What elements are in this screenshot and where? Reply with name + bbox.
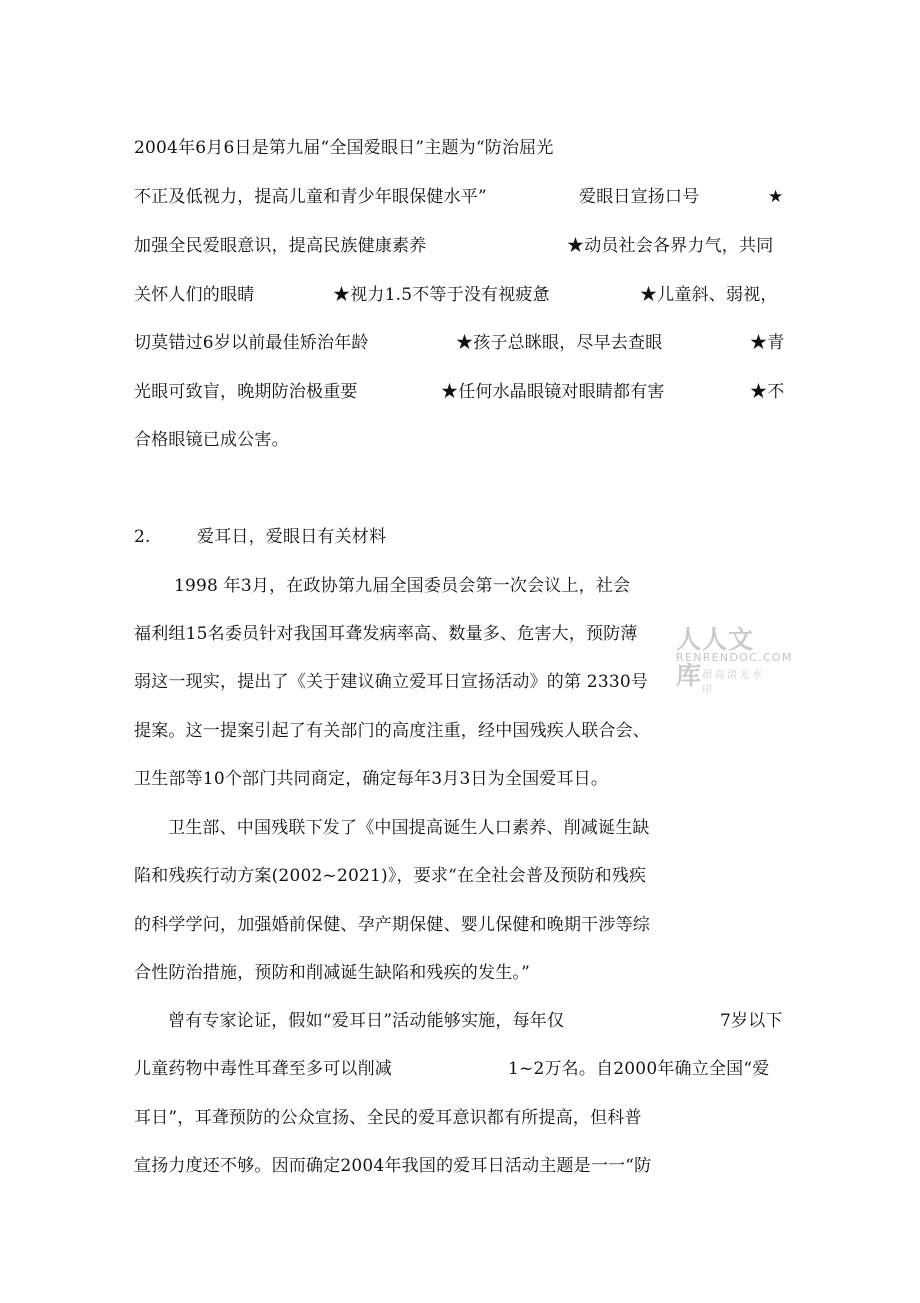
line-4-text-b: ★视力1.5不等于没有视疲惫 [333, 285, 550, 305]
line-7-text: 合格眼镜已成公害。 [134, 430, 289, 450]
p1-line-2-text: 福利组15名委员针对我国耳聋发病率高、数量多、危害大，预防薄 [134, 624, 638, 644]
p1-line-5-text: 卫生部等10个部门共同商定，确定每年3月3日为全国爱耳日。 [134, 769, 609, 789]
p2-line-4-text: 合性防治措施，预防和削减诞生缺陷和残疾的发生。” [134, 963, 530, 983]
line-3-text-a: 加强全民爱眼意识，提高民族健康素养 [134, 236, 427, 256]
watermark-url: RENRENDOC.COM [676, 651, 793, 664]
line-4-text-c: ★儿童斜、弱视， [640, 285, 778, 305]
p3-line-3-text: 耳日”，耳聋预防的公众宣扬、全民的爱耳意识都有所提高，但科普 [134, 1108, 642, 1128]
section-title: 爱耳日，爱眼日有关材料 [197, 527, 387, 547]
star-icon: ★ [768, 187, 784, 207]
p3-line-1-text-a: 曾有专家论证，假如“爱耳日”活动能够实施，每年仅 [168, 1011, 565, 1031]
line-6-text-c: ★不 [750, 382, 785, 402]
p3-line-1-text-b: 7岁以下 [720, 1011, 783, 1031]
line-3-text-b: ★动员社会各界力气，共同 [567, 236, 774, 256]
p3-line-2-text-b: 1~2万名。自2000年确立全国“爱 [508, 1059, 770, 1079]
line-2-text-a: 不正及低视力，提高儿童和青少年眼保健水平” [134, 187, 487, 207]
p1-line-1-text: 1998 年3月，在政协第九届全国委员会第一次会议上，社会 [174, 576, 631, 596]
line-2-text-b: 爱眼日宣扬口号 [579, 187, 700, 207]
line-6-text-a: 光眼可致盲，晚期防治极重要 [134, 382, 358, 402]
watermark-subtitle: 超高清无水印 [702, 670, 765, 696]
p3-line-2-text-a: 儿童药物中毒性耳聋至多可以削减 [134, 1059, 392, 1079]
line-6-text-b: ★任何水晶眼镜对眼睛都有害 [441, 382, 665, 402]
line-4-text-a: 关怀人们的眼睛 [134, 285, 255, 305]
p3-line-4-text: 宣扬力度还不够。因而确定2004年我国的爱耳日活动主题是一一“防 [134, 1156, 652, 1176]
watermark-title: 人人文库 [676, 625, 755, 690]
p1-line-3-text: 弱这一现实，提出了《关于建议确立爱耳日宣扬活动》的第 2330号 [134, 672, 649, 692]
line-5-text-a: 切莫错过6岁以前最佳矫治年龄 [134, 333, 369, 353]
p1-line-4-text: 提案。这一提案引起了有关部门的高度注重，经中国残疾人联合会、 [134, 721, 650, 741]
line-5-text-b: ★孩子总眯眼，尽早去查眼 [456, 333, 663, 353]
line-5-text-c: ★青 [750, 333, 785, 353]
line-1-text: 2004年6月6日是第九届“全国爱眼日”主题为“防治屈光 [134, 138, 554, 158]
section-number: 2. [134, 527, 151, 547]
p2-line-3-text: 的科学学问，加强婚前保健、孕产期保健、婴儿保健和晚期干涉等综 [134, 915, 650, 935]
p2-line-1-text: 卫生部、中国残联下发了《中国提高诞生人口素养、削减诞生缺 [168, 818, 650, 838]
p2-line-2-text: 陷和残疾行动方案(2002~2021)》，要求“在全社会普及预防和残疾 [134, 866, 647, 886]
watermark-logo [676, 620, 793, 696]
